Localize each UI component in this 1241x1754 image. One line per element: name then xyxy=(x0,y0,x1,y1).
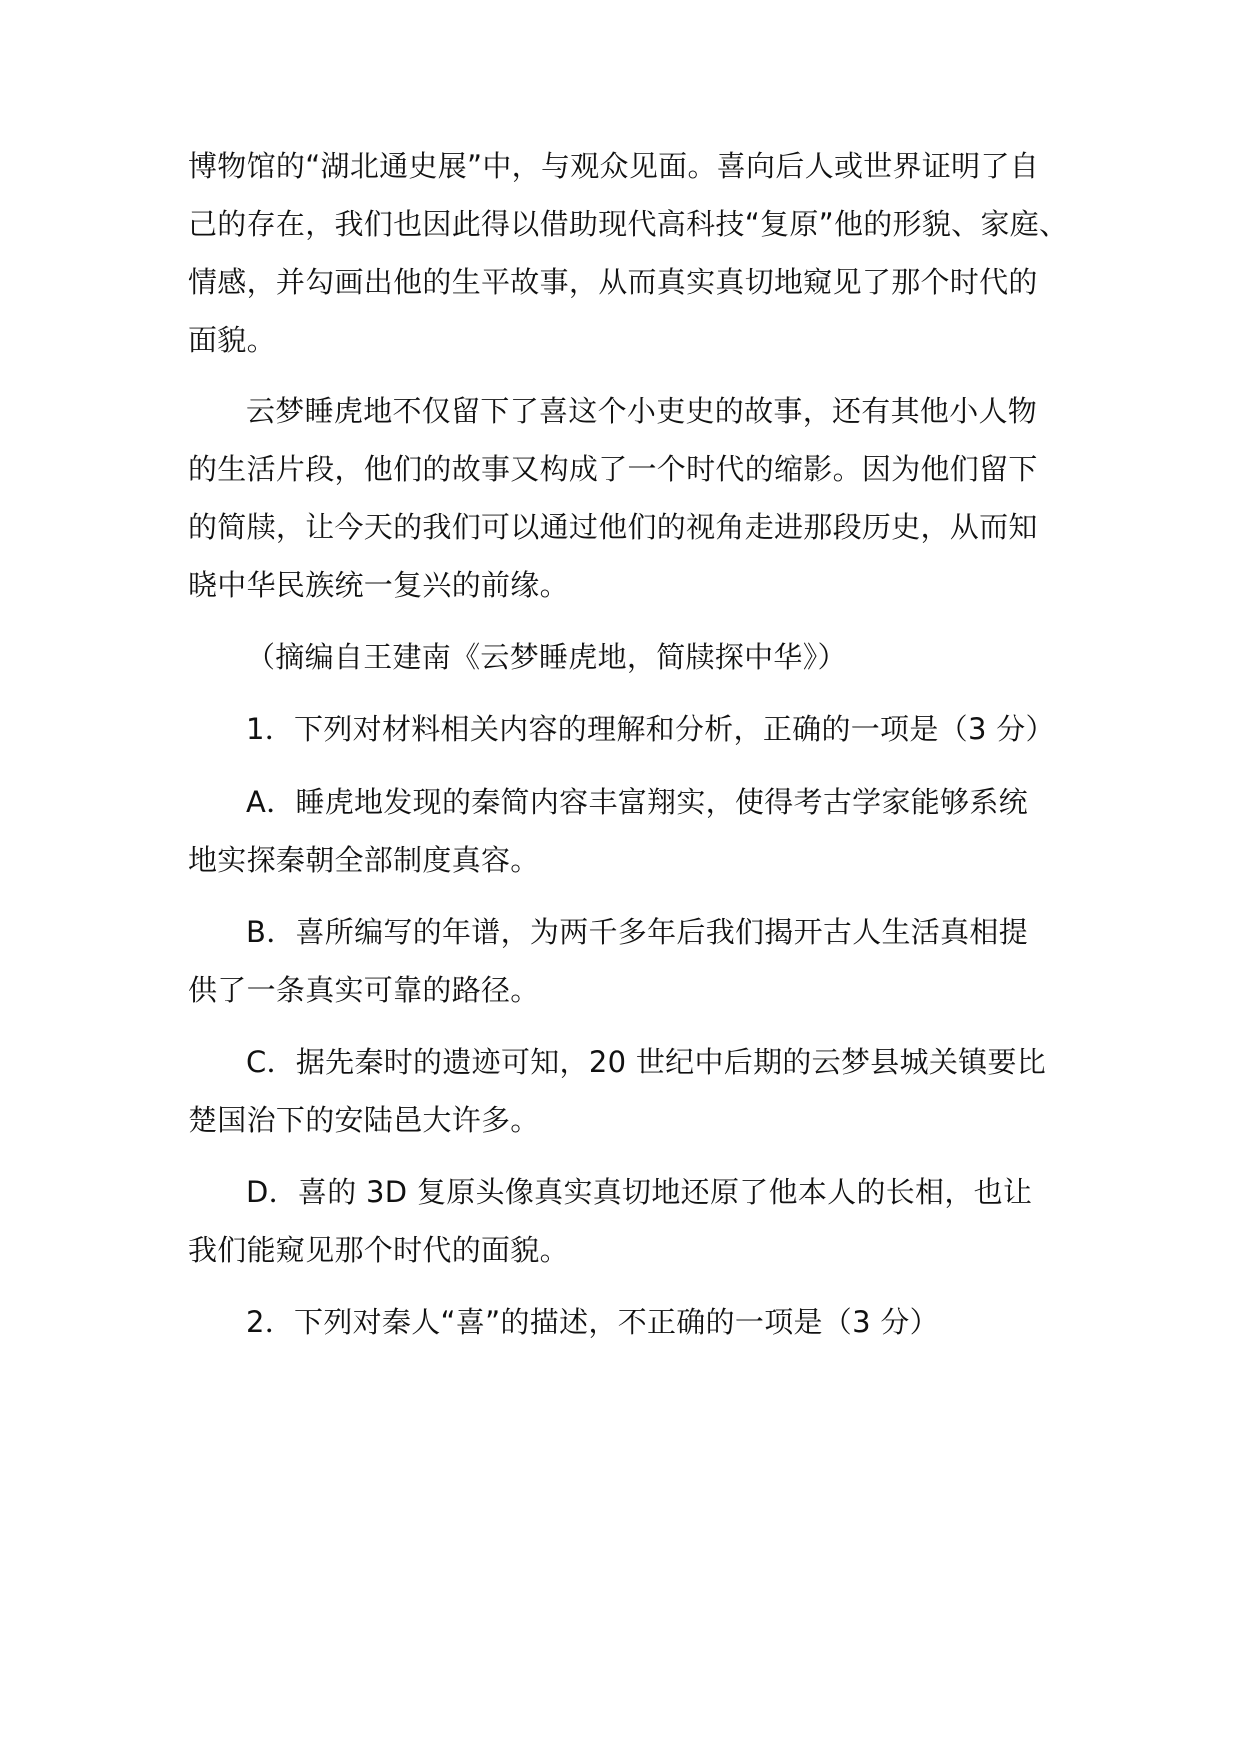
paragraph-2-line-2: 的生活片段，他们的故事又构成了一个时代的缩影。因为他们留下 xyxy=(188,452,1038,486)
question-2-stem: 2．下列对秦人“喜”的描述，不正确的一项是（3 分） xyxy=(246,1305,939,1339)
question-1-option-b-line-2: 供了一条真实可靠的路径。 xyxy=(188,973,540,1007)
question-1-option-a-line-1: A．睡虎地发现的秦简内容丰富翔实，使得考古学家能够系统 xyxy=(246,785,1028,819)
source-citation: （摘编自王建南《云梦睡虎地，简牍探中华》） xyxy=(246,640,847,674)
question-1-option-b-line-1: B．喜所编写的年谱，为两千多年后我们揭开古人生活真相提 xyxy=(246,915,1028,949)
question-1-option-d-line-2: 我们能窥见那个时代的面貌。 xyxy=(188,1233,569,1267)
paragraph-1-line-3: 情感，并勾画出他的生平故事，从而真实真切地窥见了那个时代的 xyxy=(188,265,1038,299)
question-1-option-c-line-1: C．据先秦时的遗迹可知，20 世纪中后期的云梦县城关镇要比 xyxy=(246,1045,1047,1079)
question-1-option-c-line-2: 楚国治下的安陆邑大许多。 xyxy=(188,1103,540,1137)
paragraph-2-line-4: 晓中华民族统一复兴的前缘。 xyxy=(188,568,569,602)
paragraph-2-line-1: 云梦睡虎地不仅留下了喜这个小吏史的故事，还有其他小人物 xyxy=(246,394,1038,428)
question-1-stem: 1．下列对材料相关内容的理解和分析，正确的一项是（3 分） xyxy=(246,712,1055,746)
paragraph-1-line-2: 己的存在，我们也因此得以借助现代高科技“复原”他的形貌、家庭、 xyxy=(188,207,1069,241)
paragraph-1-line-1: 博物馆的“湖北通史展”中，与观众见面。喜向后人或世界证明了自 xyxy=(188,149,1040,183)
question-1-option-a-line-2: 地实探秦朝全部制度真容。 xyxy=(188,843,540,877)
paragraph-2-line-3: 的简牍，让今天的我们可以通过他们的视角走进那段历史，从而知 xyxy=(188,510,1038,544)
paragraph-1-line-4: 面貌。 xyxy=(188,323,276,357)
question-1-option-d-line-1: D．喜的 3D 复原头像真实真切地还原了他本人的长相，也让 xyxy=(246,1175,1033,1209)
